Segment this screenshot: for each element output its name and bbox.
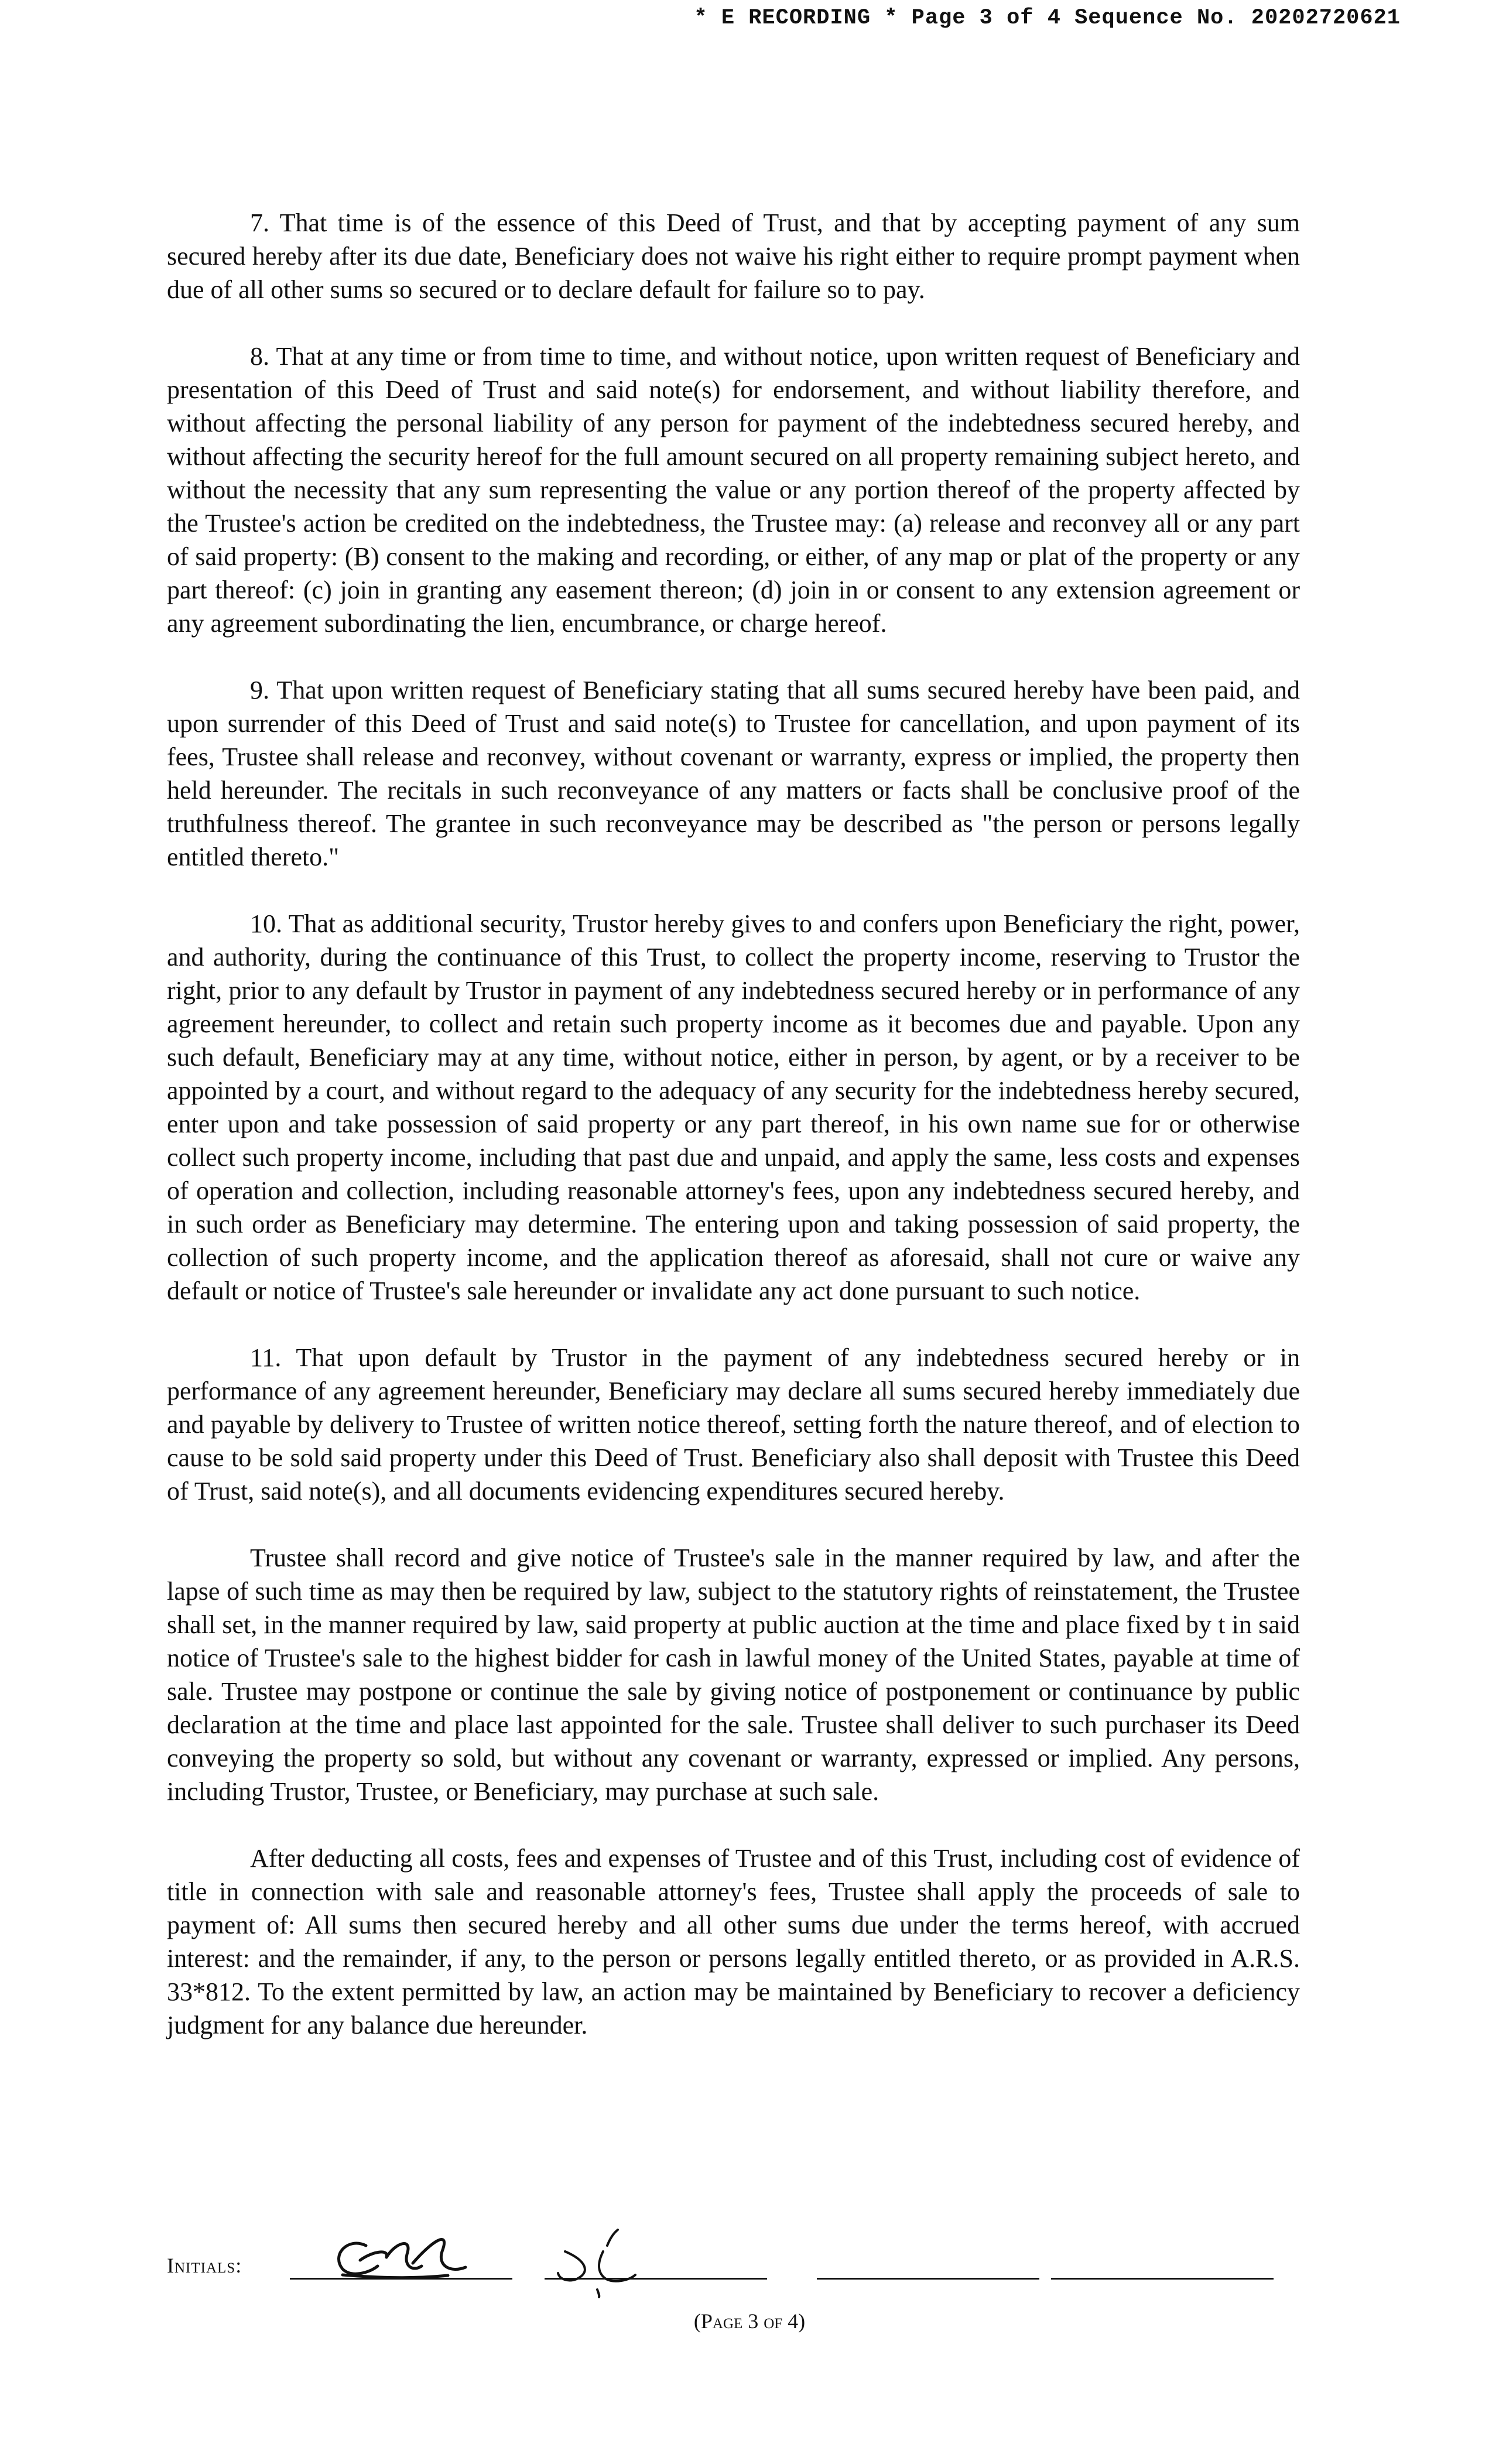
paragraph-7: 7. That time is of the essence of this Deed of Trust, and that by accepting payment of any sum secured hereby after its due date, Beneficiary does not waive his right either to require prompt payment when due of all other sums so secured or to declare default for failure so to pay.: [167, 208, 1300, 304]
handwritten-initials-1-icon: [325, 2219, 501, 2290]
paragraph-trustee-sale: Trustee shall record and give notice of Trustee's sale in the manner required by law, and after the lapse of such time as may then be required by law, subject to the statutory rights of reinstatement, the Trustee shall set, in the manner required by law, said property at public auction at the time and place fixed by t in said notice of Trustee's sale to the highest bidder for cash in lawful money of the United States, payable at time of sale. Trustee may postpone or continue the sale by giving notice of postponement or continuance by public declaration at the time and place last appointed for the sale. Trustee shall deliver to such purchaser its Deed conveying the property so sold, but without any covenant or warranty, expressed or implied. Any persons, including Trustor, Trustee, or Beneficiary, may purchase at such sale.: [167, 1544, 1300, 1806]
initials-line-4: [1051, 2278, 1274, 2280]
paragraph-8: 8. That at any time or from time to time, and without notice, upon written request of Beneficiary and presentation of this Deed of Trust and said note(s) for endorsement, and without liability therefore, and without affecting the personal liability of any person for payment of the indebtedness secured hereby, and without affecting the security hereof for the full amount secured on all property remaining subject hereto, and without the necessity that any sum representing the value or any portion thereof of the property affected by the Trustee's action be credited on the indebtedness, the Trustee may: (a) release and reconvey all or any part of said property: (B) consent to the making and recording, or either, of any map or plat of the property or any part thereof: (c) join in granting any easement thereon; (d) join in or consent to any extension agreement or any agreement subordinating the lien, encumbrance, or charge hereof.: [167, 342, 1300, 638]
paragraph-10: 10. That as additional security, Trustor hereby gives to and confers upon Beneficiary the right, power, and authority, during the continuance of this Trust, to collect the property income, reserving to Trustor the right, prior to any default by Trustor in payment of any indebtedness secured hereby or in performance of any agreement hereunder, to collect and retain such property income as it becomes due and payable. Upon any such default, Beneficiary may at any time, without notice, either in person, by agent, or by a receiver to be appointed by a court, and without regard to the adequacy of any security for the indebtedness hereby secured, enter upon and take possession of said property or any part thereof, in his own name sue for or otherwise collect such property income, including that past due and unpaid, and apply the same, less costs and expenses of operation and collection, including reasonable attorney's fees, upon any indebtedness secured hereby, and in such order as Beneficiary may determine. The entering upon and taking possession of said property, the collection of such property income, and the application thereof as aforesaid, shall not cure or waive any default or notice of Trustee's sale hereunder or invalidate any act done pursuant to such notice.: [167, 909, 1300, 1305]
recording-header: * E RECORDING * Page 3 of 4 Sequence No. 20202720621: [694, 6, 1401, 30]
initials-label: Initials:: [167, 2254, 242, 2277]
paragraph-11: 11. That upon default by Trustor in the payment of any indebtedness secured hereby or in performance of any agreement hereunder, Beneficiary may declare all sums secured hereby immediately due and payable by delivery to Trustee of written notice thereof, setting forth the nature thereof, and of election to cause to be sold said property under this Deed of Trust. Beneficiary also shall deposit with Trustee this Deed of Trust, said note(s), and all documents evidencing expenditures secured hereby.: [167, 1343, 1300, 1505]
page-number: (Page 3 of 4): [693, 2309, 806, 2333]
paragraph-proceeds: After deducting all costs, fees and expenses of Trustee and of this Trust, including cost of evidence of title in connection with sale and reasonable attorney's fees, Trustee shall apply the proceeds of sale to payment of: All sums then secured hereby and all other sums due under the terms hereof, with accrued interest: and the remainder, if any, to the person or persons legally entitled thereto, or as provided in A.R.S. 33*812. To the extent permitted by law, an action may be maintained by Beneficiary to recover a deficiency judgment for any balance due hereunder.: [167, 1844, 1300, 2039]
paragraph-9: 9. That upon written request of Beneficiary stating that all sums secured hereby have been paid, and upon surrender of this Deed of Trust and said note(s) to Trustee for cancellation, and upon payment of its fees, Trustee shall release and reconvey, without covenant or warranty, express or implied, the property then held hereunder. The recitals in such reconveyance of any matters or facts shall be conclusive proof of the truthfulness thereof. The grantee in such reconveyance may be described as "the person or persons legally entitled thereto.": [167, 676, 1300, 871]
handwritten-initials-2-icon: [542, 2219, 694, 2298]
initials-line-3: [817, 2278, 1039, 2280]
initials-section: [167, 2219, 1279, 2290]
deed-body: [167, 206, 1300, 2075]
